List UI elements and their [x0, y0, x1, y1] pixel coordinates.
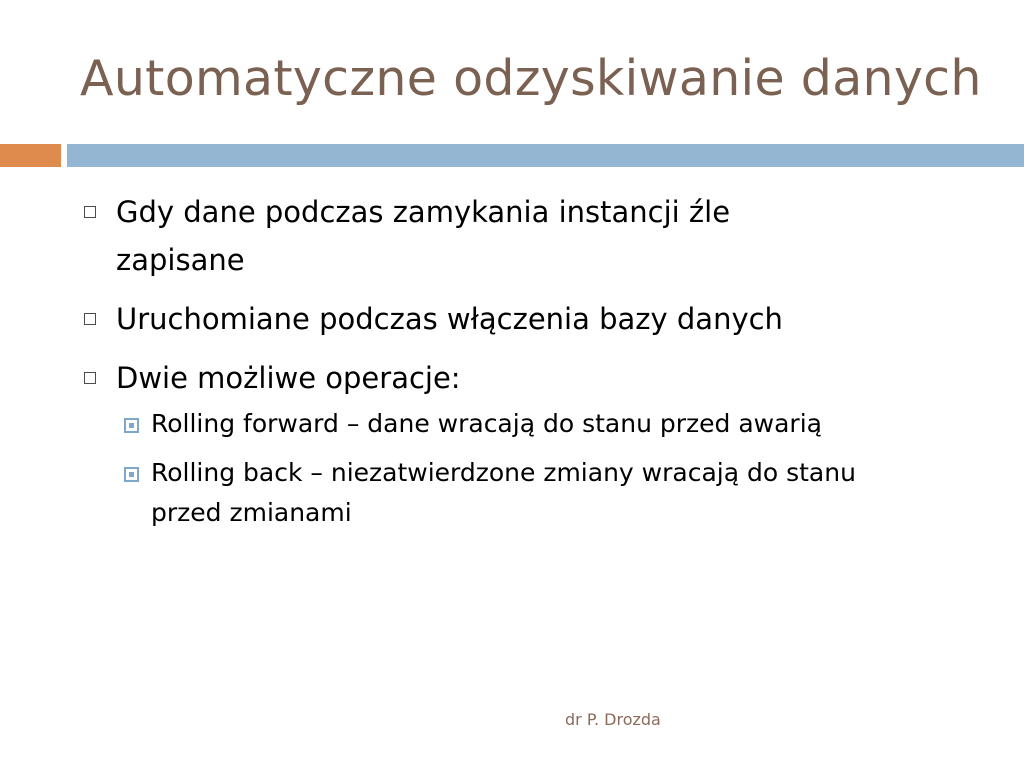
bullet-item — [80, 354, 1000, 402]
footer-author: dr P. Drozda — [565, 710, 661, 729]
accent-bar-orange — [0, 144, 61, 167]
hollow-square-bullet-icon — [84, 313, 96, 325]
bullet-text: Dwie możliwe operacje: — [116, 361, 461, 395]
sub-bullet-text: Rolling forward – dane wracają do stanu przed awarią — [151, 409, 822, 438]
hollow-square-bullet-icon — [84, 372, 96, 384]
slide-content — [80, 188, 1000, 542]
slide-title: Automatyczne odzyskiwanie danych — [80, 50, 982, 107]
sub-bullet-item — [80, 453, 921, 533]
bullet-text: Gdy dane podczas zamykania instancji źle zapisane — [116, 195, 731, 277]
accent-bar-blue — [67, 144, 1024, 167]
sub-bullet-item — [80, 404, 1000, 444]
bullet-item — [80, 188, 836, 284]
filled-square-bullet-icon — [124, 467, 139, 482]
hollow-square-bullet-icon — [84, 206, 96, 218]
sub-bullet-text: Rolling back – niezatwierdzone zmiany wracają do stanu przed zmianami — [151, 458, 856, 527]
filled-square-bullet-icon — [124, 418, 139, 433]
bullet-text: Uruchomiane podczas włączenia bazy danych — [116, 302, 783, 336]
bullet-item — [80, 295, 1000, 343]
